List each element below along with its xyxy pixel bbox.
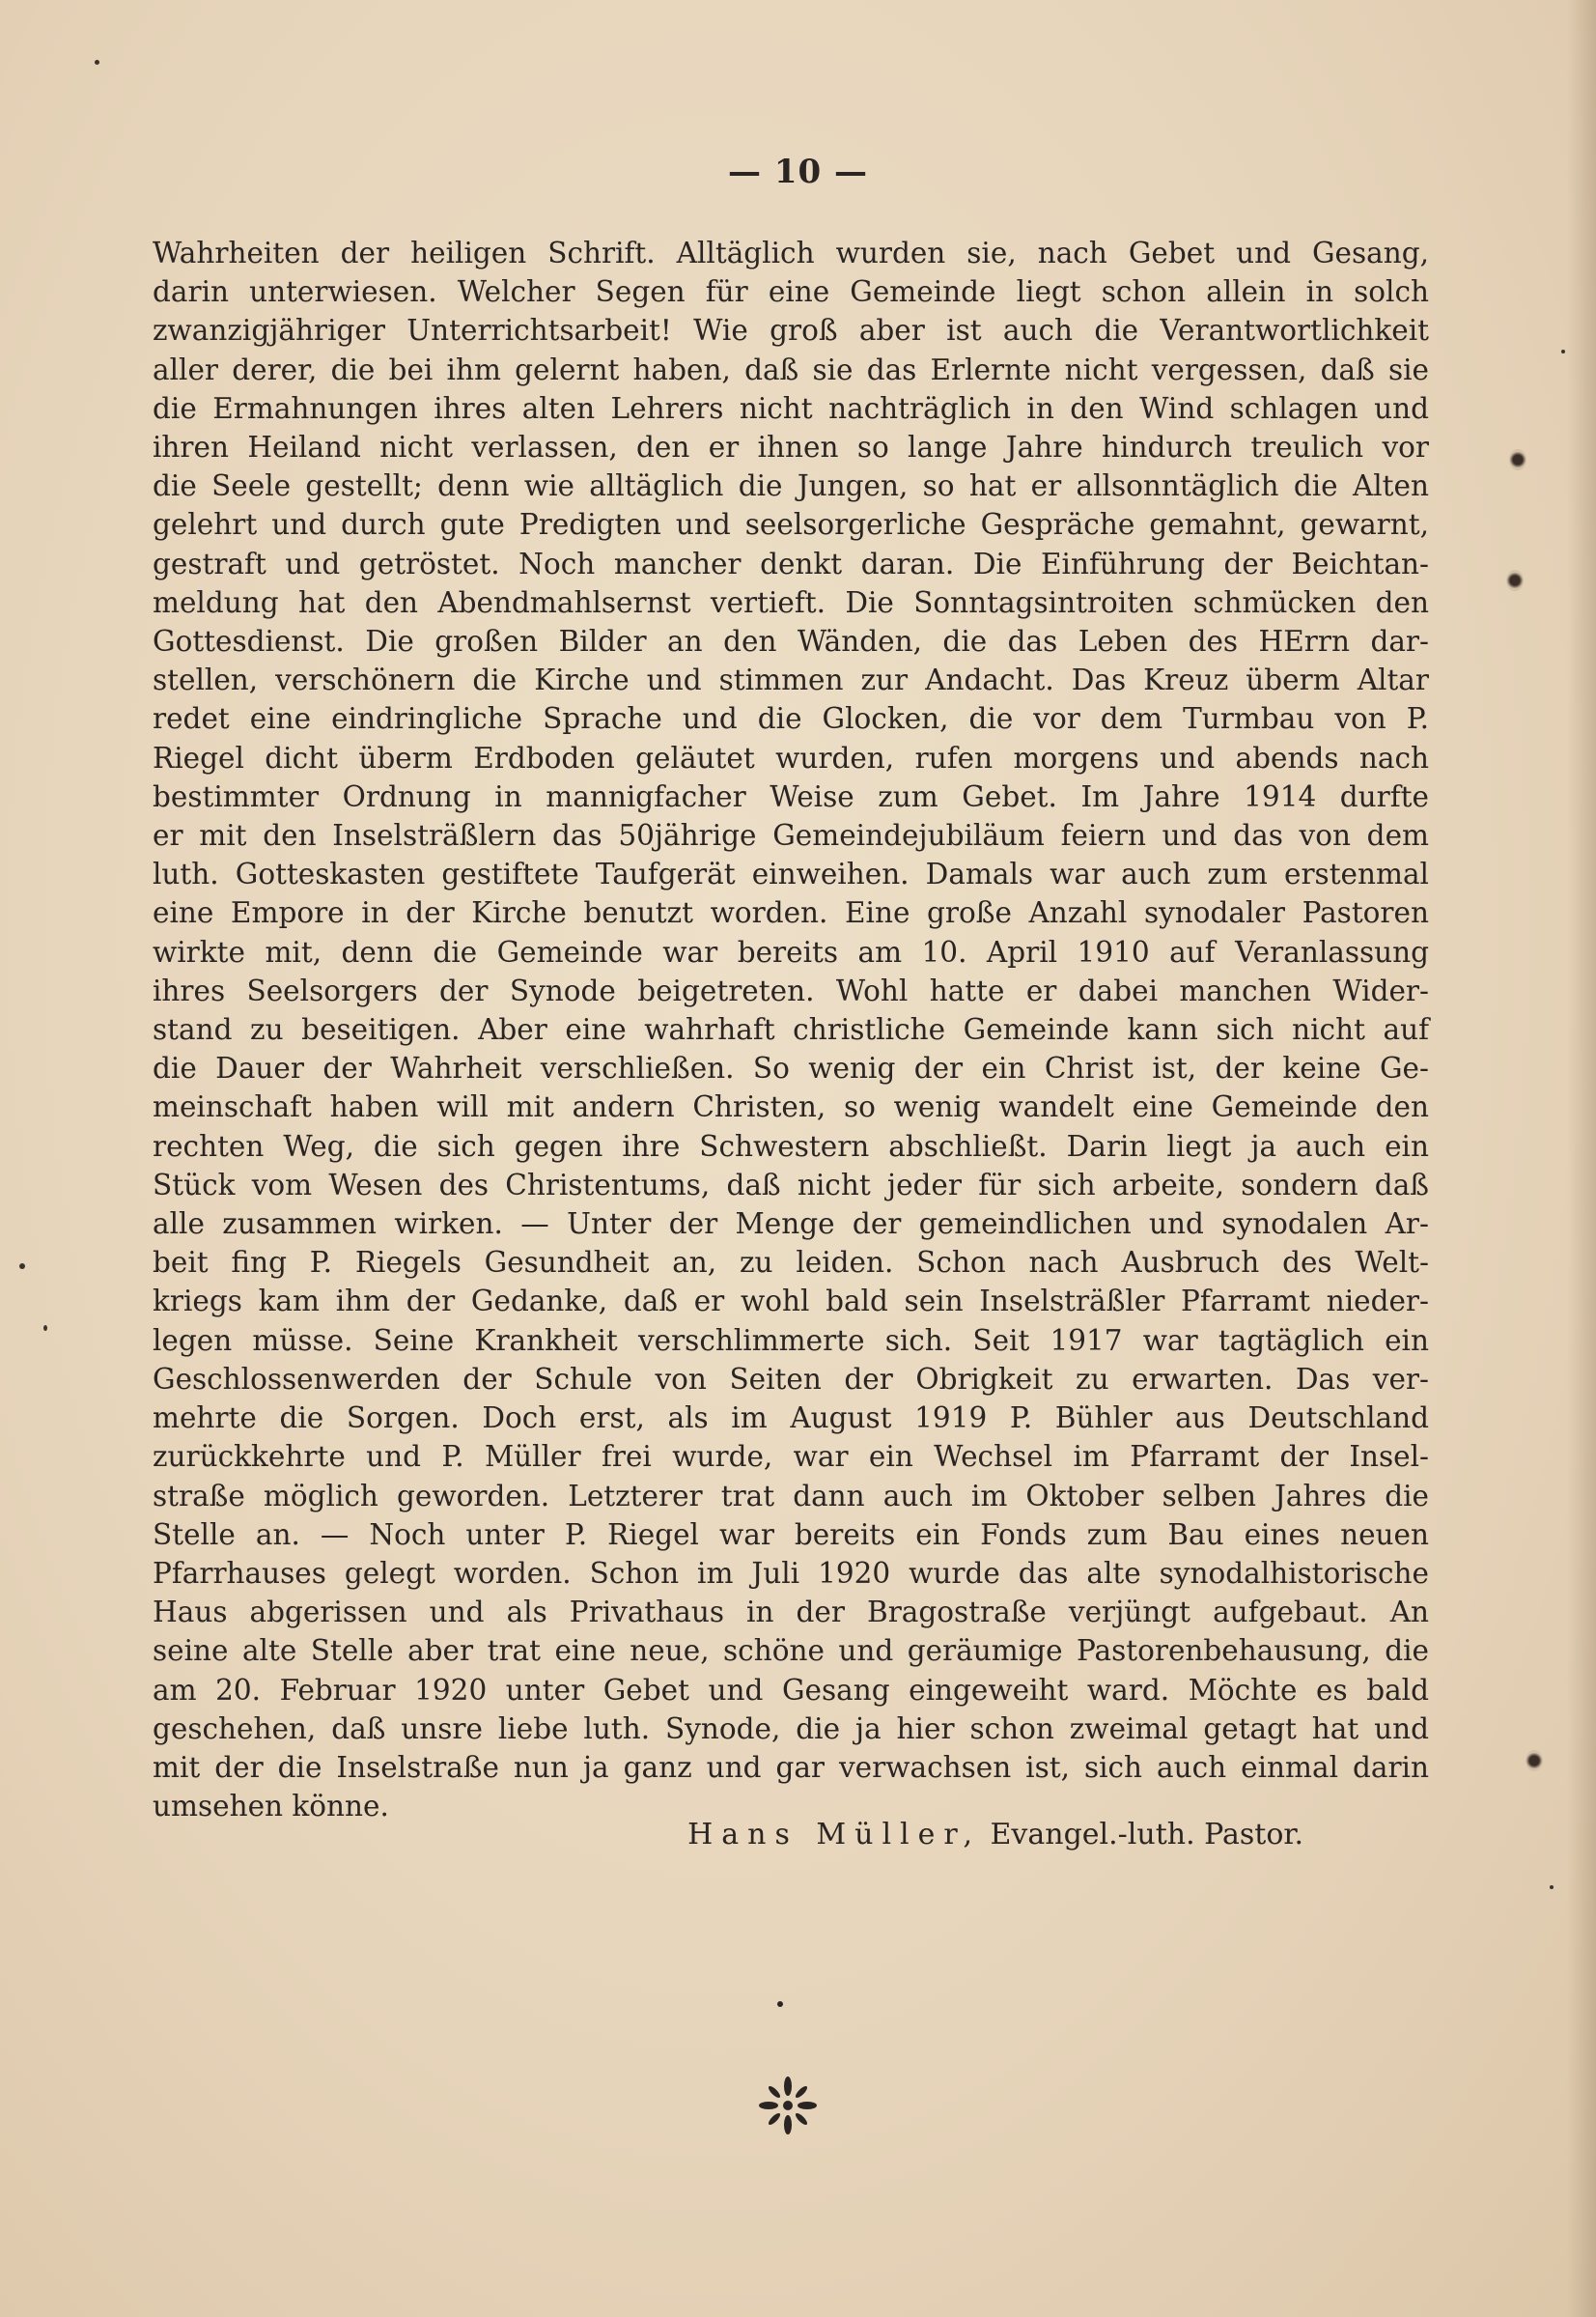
signature [0,1818,1303,1851]
text-line: redet eine eindringliche Sprache und die Glocken, die vor dem Turmbau von P. [153,702,1429,736]
text-line: zwanzigjähriger Unterrichtsarbeit! Wie groß aber ist auch die Verantwortlichkeit [153,314,1429,348]
text-line: bestimmter Ordnung in mannigfacher Weise zum Gebet. Im Jahre 1914 durfte [153,779,1429,813]
binding-hole [1509,449,1526,470]
binding-hole [1526,1750,1543,1771]
text-line: die Seele gestellt; denn wie alltäglich die Jungen, so hat er allsonntäglich die Alten [153,469,1429,503]
text-line: stellen, verschönern die Kirche und stimmen zur Andacht. Das Kreuz überm Altar [153,664,1429,697]
divider-dot [777,2001,783,2007]
text-line: eine Empore in der Kirche benutzt worden. Eine große Anzahl synodaler Pastoren [153,896,1429,930]
text-line: darin unterwiesen. Welcher Segen für eine Gemeinde liegt schon allein in solch [153,275,1429,309]
text-line: meldung hat den Abendmahlsernst vertieft. Die Sonntagsintroiten schmücken den [153,585,1429,619]
text-line: die Ermahnungen ihres alten Lehrers nicht nachträglich in den Wind schlagen und [153,391,1429,425]
text-line: am 20. Februar 1920 unter Gebet und Gesang eingeweiht ward. Möchte es bald [153,1673,1429,1707]
text-line: Stück vom Wesen des Christentums, daß nicht jeder für sich arbeite, sondern daß [153,1168,1429,1201]
signature-title: Evangel.-luth. Pastor. [990,1818,1303,1851]
signature-name: Hans Müller, [687,1818,981,1851]
text-line: kriegs kam ihm der Gedanke, daß er wohl bald sein Inselsträßler Pfarramt nieder- [153,1285,1429,1318]
text-line: wirkte mit, denn die Gemeinde war bereits am 10. April 1910 auf Veranlassung [153,935,1429,969]
text-line: Haus abgerissen und als Privathaus in der Bragostraße verjüngt aufgebaut. An [153,1596,1429,1629]
text-line: aller derer, die bei ihm gelernt haben, daß sie das Erlernte nicht vergessen, daß sie [153,353,1429,386]
text-line: Gottesdienst. Die großen Bilder an den Wänden, die das Leben des HErrn dar- [153,625,1429,659]
text-line: gelehrt und durch gute Predigten und seelsorgerliche Gespräche gemahnt, gewarnt, [153,508,1429,542]
text-line: umsehen könne. [153,1790,389,1823]
text-line: ihren Heiland nicht verlassen, den er ihnen so lange Jahre hindurch treulich vor [153,431,1429,465]
text-line: Riegel dicht überm Erdboden geläutet wurden, rufen morgens und abends nach [153,741,1429,775]
binding-hole [1506,570,1524,591]
text-line: meinschaft haben will mit andern Christen, so wenig wandelt eine Gemeinde den [153,1090,1429,1124]
text-line: gestraft und getröstet. Noch mancher denkt daran. Die Einführung der Beichtan- [153,547,1429,580]
paper-speck [1550,1885,1554,1889]
text-line: Wahrheiten der heiligen Schrift. Alltäglich wurden sie, nach Gebet und Gesang, [153,237,1429,269]
text-line: er mit den Inselsträßlern das 50jährige Gemeindejubiläum feiern und das von dem [153,819,1429,853]
text-line: luth. Gotteskasten gestiftete Taufgerät einweihen. Damals war auch zum erstenmal [153,858,1429,891]
paper-speck [43,1325,47,1331]
text-line: stand zu beseitigen. Aber eine wahrhaft christliche Gemeinde kann sich nicht auf [153,1013,1429,1047]
text-line: legen müsse. Seine Krankheit verschlimmerte sich. Seit 1917 war tagtäglich ein [153,1323,1429,1357]
text-line: straße möglich geworden. Letzterer trat dann auch im Oktober selben Jahres die [153,1479,1429,1512]
text-line: Geschlossenwerden der Schule von Seiten der Obrigkeit zu erwarten. Das ver- [153,1362,1429,1396]
text-line: mit der die Inselstraße nun ja ganz und gar verwachsen ist, sich auch einmal darin [153,1750,1429,1784]
text-line: seine alte Stelle aber trat eine neue, schöne und geräumige Pastorenbehausung, die [153,1634,1429,1668]
text-line: mehrte die Sorgen. Doch erst, als im August 1919 P. Bühler aus Deutschland [153,1401,1429,1435]
text-line: beit fing P. Riegels Gesundheit an, zu leiden. Schon nach Ausbruch des Welt- [153,1246,1429,1280]
text-line: rechten Weg, die sich gegen ihre Schwestern abschließt. Darin liegt ja auch ein [153,1129,1429,1163]
text-line: Pfarrhauses gelegt worden. Schon im Juli 1920 wurde das alte synodalhistorische [153,1556,1429,1590]
text-line: ihres Seelsorgers der Synode beigetreten. Wohl hatte er dabei manchen Wider- [153,974,1429,1007]
page-number: — 10 — [728,153,868,191]
paper-speck [95,60,99,65]
text-line: geschehen, daß unsre liebe luth. Synode, die ja hier schon zweimal getagt hat und [153,1711,1429,1745]
paper-speck [1561,350,1565,353]
text-line: zurückkehrte und P. Müller frei wurde, war ein Wechsel im Pfarramt der Insel- [153,1440,1429,1474]
text-line: alle zusammen wirken. — Unter der Menge der gemeindlichen und synodalen Ar- [153,1207,1429,1241]
asterism-flower-icon [749,2067,826,2144]
page-edge-shadow [1567,0,1596,2317]
paper-speck [19,1263,25,1269]
body-text [153,234,1429,1825]
text-line: Stelle an. — Noch unter P. Riegel war bereits ein Fonds zum Bau eines neuen [153,1517,1429,1551]
text-line: die Dauer der Wahrheit verschließen. So wenig der ein Christ ist, der keine Ge- [153,1052,1429,1086]
